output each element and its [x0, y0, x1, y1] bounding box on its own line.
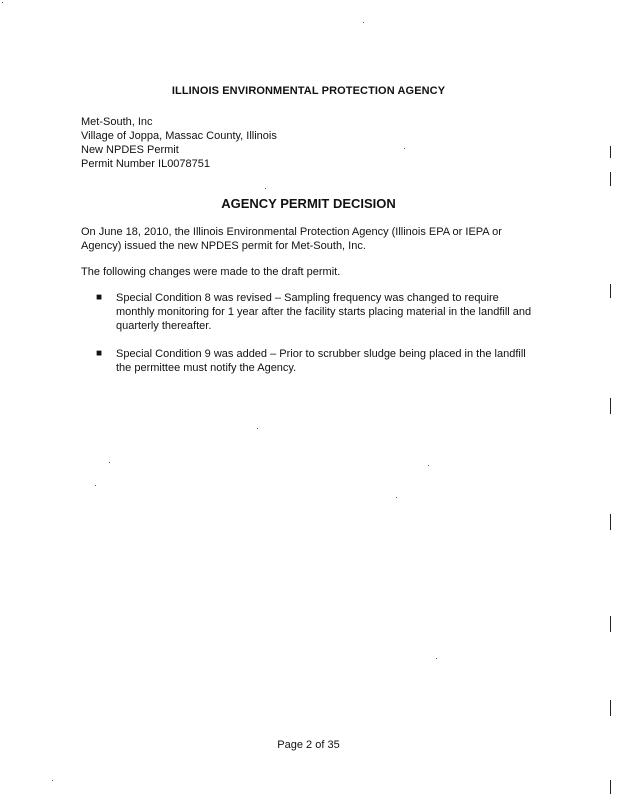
agency-title: ILLINOIS ENVIRONMENTAL PROTECTION AGENCY	[171, 85, 446, 97]
changes-intro: The following changes were made to the draft permit.	[81, 266, 341, 278]
scan-mark	[610, 514, 611, 530]
change-text: Special Condition 9 was added – Prior to scrubber sludge being placed in the landfill the permittee must notify the Agency.	[116, 348, 526, 374]
scan-speck	[257, 428, 258, 429]
permit-number: Permit Number IL0078751	[81, 158, 211, 170]
permittee-name: Met-South, Inc	[81, 116, 153, 128]
scan-mark	[610, 398, 611, 414]
scan-mark	[610, 172, 611, 186]
permit-address-block	[81, 115, 277, 171]
change-text: Special Condition 8 was revised – Sampling frequency was changed to require monthly monitoring for 1 year after the facility starts placing material in the landfill and quarterly thereafter.	[116, 292, 532, 332]
scan-speck	[428, 465, 429, 466]
scan-speck	[95, 485, 96, 486]
scan-speck	[265, 188, 266, 189]
scan-mark	[610, 146, 611, 158]
bullet-icon: ■	[96, 348, 103, 359]
scan-mark	[610, 616, 611, 632]
page-number: Page 2 of 35	[277, 739, 340, 751]
permit-type: New NPDES Permit	[81, 144, 179, 156]
scan-speck	[396, 497, 397, 498]
scan-speck	[109, 462, 110, 463]
decision-heading: AGENCY PERMIT DECISION	[221, 196, 396, 211]
scan-mark	[610, 780, 611, 794]
scan-speck	[363, 22, 364, 23]
permittee-location: Village of Joppa, Massac County, Illinois	[81, 130, 277, 142]
intro-paragraph: On June 18, 2010, the Illinois Environmental Protection Agency (Illinois EPA or IEPA or Agency) issued the new NPDES permit for Met-South, Inc.	[81, 226, 502, 252]
scan-speck	[52, 780, 53, 781]
changes-list	[96, 291, 536, 389]
scan-mark	[610, 700, 611, 716]
scan-mark	[610, 284, 611, 298]
bullet-icon: ■	[96, 292, 103, 303]
scan-speck	[404, 148, 405, 149]
list-item	[96, 347, 536, 375]
list-item	[96, 291, 536, 333]
scan-speck	[436, 658, 437, 659]
scan-speck	[2, 2, 3, 3]
